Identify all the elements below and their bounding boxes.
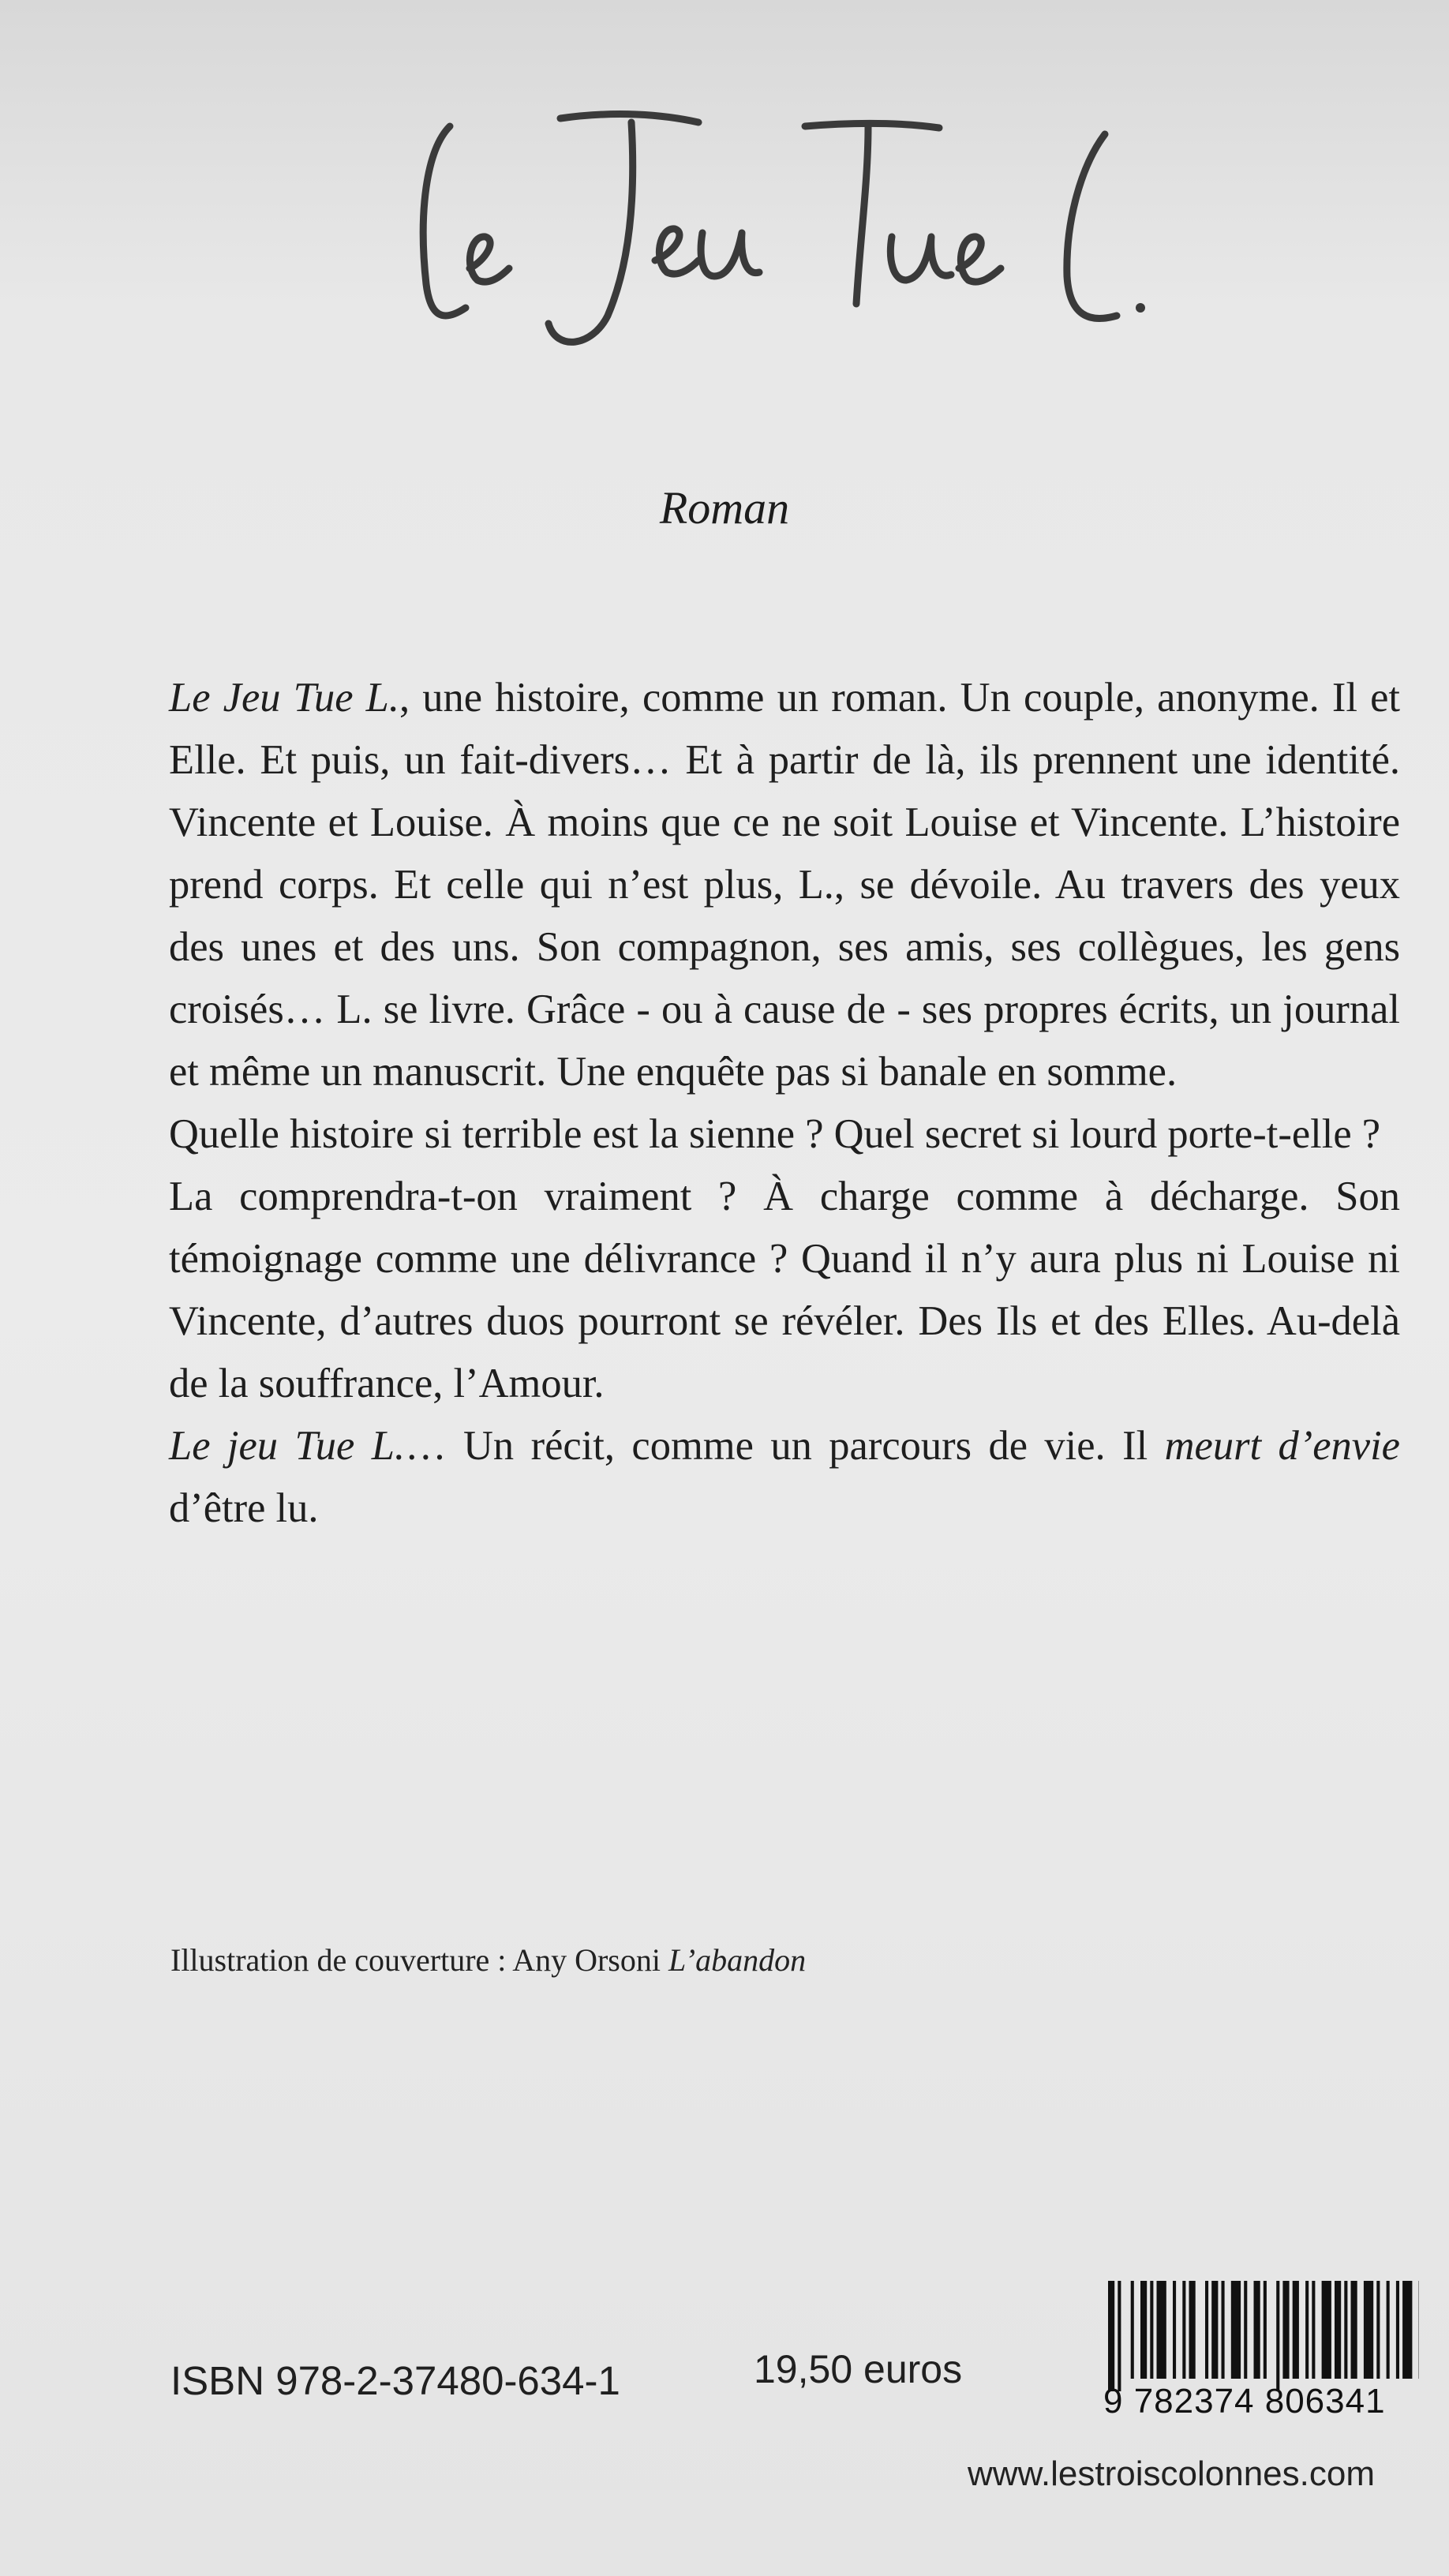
genre-label: Roman bbox=[659, 482, 790, 534]
barcode-digits: 9 782374 806341 bbox=[1103, 2382, 1386, 2421]
barcode-bar bbox=[1157, 2281, 1166, 2379]
publisher-website: www.lestroiscolonnes.com bbox=[968, 2454, 1375, 2493]
barcode-bars bbox=[1103, 2281, 1419, 2391]
blurb-paragraph bbox=[169, 1415, 1400, 1540]
barcode-bar bbox=[1222, 2281, 1225, 2379]
price: 19,50 euros bbox=[754, 2347, 963, 2391]
credit-work-title: L’abandon bbox=[668, 1942, 807, 1978]
barcode-bar bbox=[1244, 2281, 1247, 2379]
barcode-bar bbox=[1312, 2281, 1315, 2379]
barcode-bar bbox=[1264, 2281, 1267, 2379]
barcode-bar bbox=[1131, 2281, 1134, 2379]
barcode-bar bbox=[1387, 2281, 1390, 2379]
barcode-bar bbox=[1189, 2281, 1196, 2379]
barcode-bar bbox=[1364, 2281, 1373, 2379]
blurb-italic-run: Le Jeu Tue L. bbox=[169, 675, 399, 721]
blurb-text-run: d’être lu. bbox=[169, 1485, 319, 1531]
barcode-bar bbox=[1322, 2281, 1331, 2379]
blurb-text-run: … Un récit, comme un parcours de vie. Il bbox=[405, 1423, 1165, 1469]
barcode-bar bbox=[1140, 2281, 1147, 2379]
barcode-bar bbox=[1305, 2281, 1309, 2379]
barcode-bar bbox=[1231, 2281, 1241, 2379]
back-cover-blurb bbox=[169, 667, 1400, 1540]
barcode-bar bbox=[1150, 2281, 1153, 2379]
blurb-paragraph bbox=[169, 1166, 1400, 1415]
barcode-bar bbox=[1108, 2281, 1114, 2391]
barcode-bar bbox=[1211, 2281, 1218, 2379]
barcode-bar bbox=[1205, 2281, 1208, 2379]
barcode-bar bbox=[1182, 2281, 1185, 2379]
book-title bbox=[395, 79, 1168, 379]
blurb-text-run: , une histoire, comme un roman. Un couple, anonyme. Il et Elle. Et puis, un fait-divers… Et à partir de là, ils prennent une identité. Vincente et Louise. À moins que ce ne soit Louise et Vincente. L’histoire prend corps. Et celle qui n’est plus, L., se dévoile. Au travers des yeux des unes et des uns. Son compagnon, ses amis, ses collègues, les gens croisés… L. se livre. Grâce - ou à cause de - ses propres écrits, un journal et même un manuscrit. Une enquête pas si banale en somme. bbox=[169, 675, 1401, 1095]
barcode-bar bbox=[1118, 2281, 1121, 2391]
barcode-bar bbox=[1282, 2281, 1289, 2379]
barcode-bar bbox=[1344, 2281, 1347, 2379]
barcode-bar bbox=[1402, 2281, 1412, 2379]
barcode-bar bbox=[1351, 2281, 1357, 2379]
barcode-bar bbox=[1396, 2281, 1399, 2379]
blurb-paragraph bbox=[169, 1103, 1400, 1166]
credit-label: Illustration de couverture : Any Orsoni bbox=[170, 1942, 668, 1978]
barcode-bar bbox=[1254, 2281, 1260, 2379]
blurb-italic-run: Le jeu Tue L. bbox=[169, 1423, 406, 1469]
blurb-text-run: La comprendra-t-on vraiment ? À charge comme à décharge. Son témoignage comme une délivrance ? Quand il n’y aura plus ni Louise ni Vincente, d’autres duos pourront se révéler. Des Ils et des Elles. Au-delà de la souffrance, l’Amour. bbox=[169, 1174, 1400, 1406]
barcode-bar bbox=[1293, 2281, 1299, 2379]
barcode-bar bbox=[1173, 2281, 1176, 2379]
blurb-text-run: Quelle histoire si terrible est la sienne ? Quel secret si lourd porte-t-elle ? bbox=[169, 1111, 1381, 1157]
barcode-bar bbox=[1335, 2281, 1341, 2379]
barcode-bar bbox=[1376, 2281, 1380, 2379]
cover-illustration-credit bbox=[170, 1941, 806, 1979]
barcode-bar bbox=[1276, 2281, 1279, 2391]
title-script-lettering bbox=[395, 79, 1168, 379]
isbn: ISBN 978-2-37480-634-1 bbox=[170, 2358, 620, 2403]
blurb-paragraph bbox=[169, 667, 1400, 1103]
isbn-barcode bbox=[1103, 2281, 1419, 2421]
blurb-italic-run: meurt d’envie bbox=[1164, 1423, 1400, 1469]
